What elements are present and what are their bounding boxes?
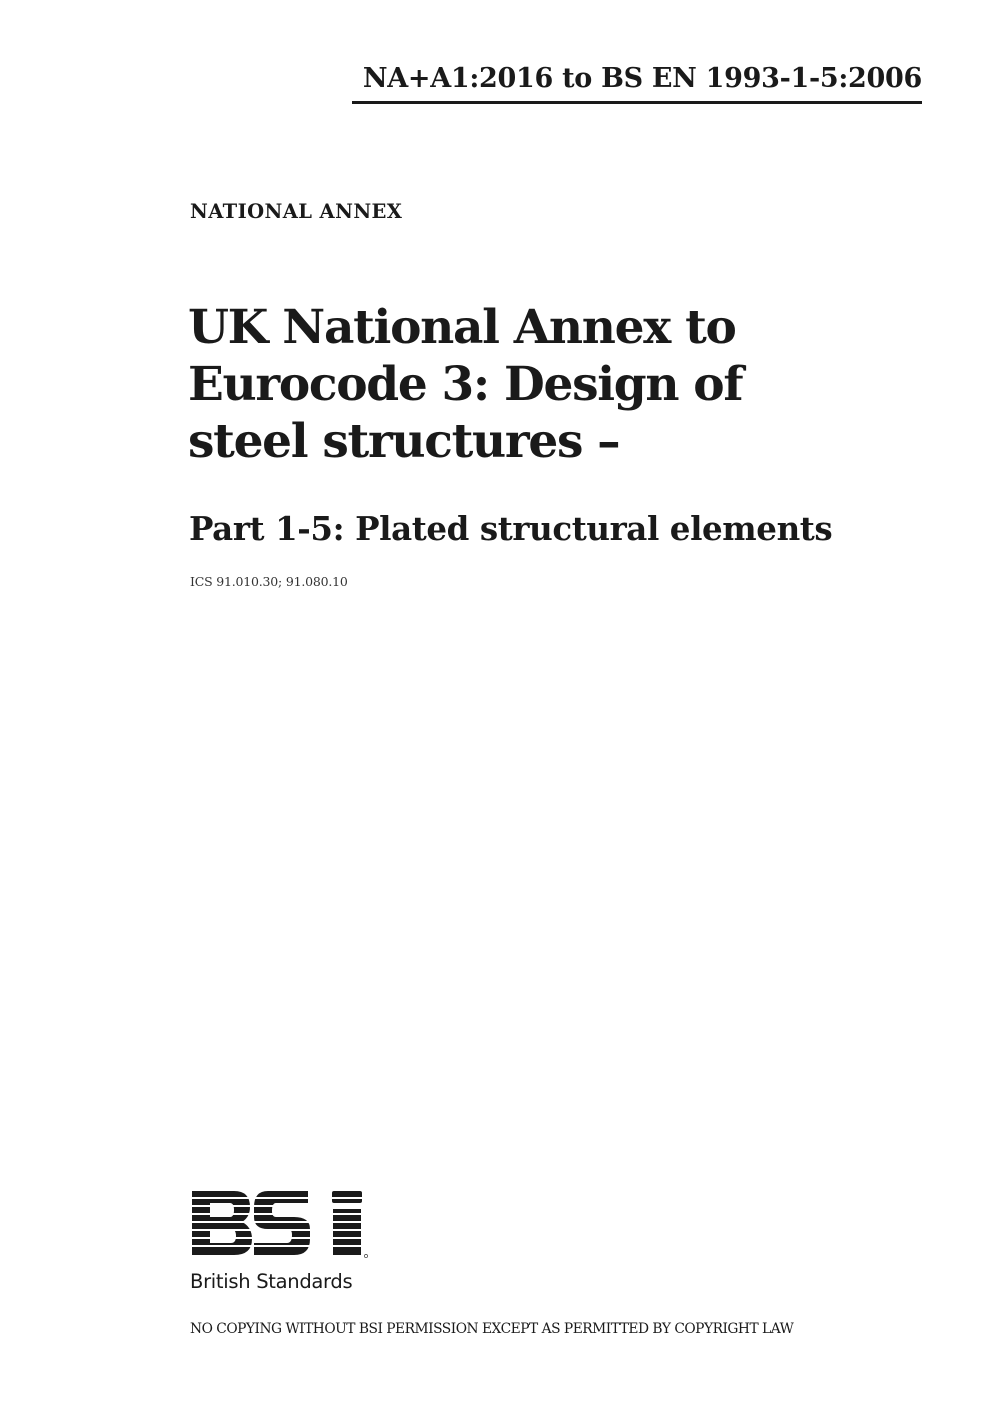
title-line-3: steel structures – xyxy=(188,414,620,469)
logo-caption: British Standards xyxy=(190,1270,353,1293)
bsi-wordmark-icon xyxy=(190,1189,370,1259)
document-id: NA+A1:2016 to BS EN 1993-1-5:2006 xyxy=(362,63,922,94)
document-title xyxy=(188,299,888,470)
title-line-2: Eurocode 3: Design of xyxy=(188,357,743,412)
copyright-notice: NO COPYING WITHOUT BSI PERMISSION EXCEPT AS PERMITTED BY COPYRIGHT LAW xyxy=(190,1321,794,1337)
ics-code: ICS 91.010.30; 91.080.10 xyxy=(190,574,348,589)
annex-label: NATIONAL ANNEX xyxy=(190,200,403,223)
document-subtitle: Part 1-5: Plated structural elements xyxy=(189,509,833,548)
header-rule xyxy=(352,101,922,104)
title-line-1: UK National Annex to xyxy=(188,300,736,355)
